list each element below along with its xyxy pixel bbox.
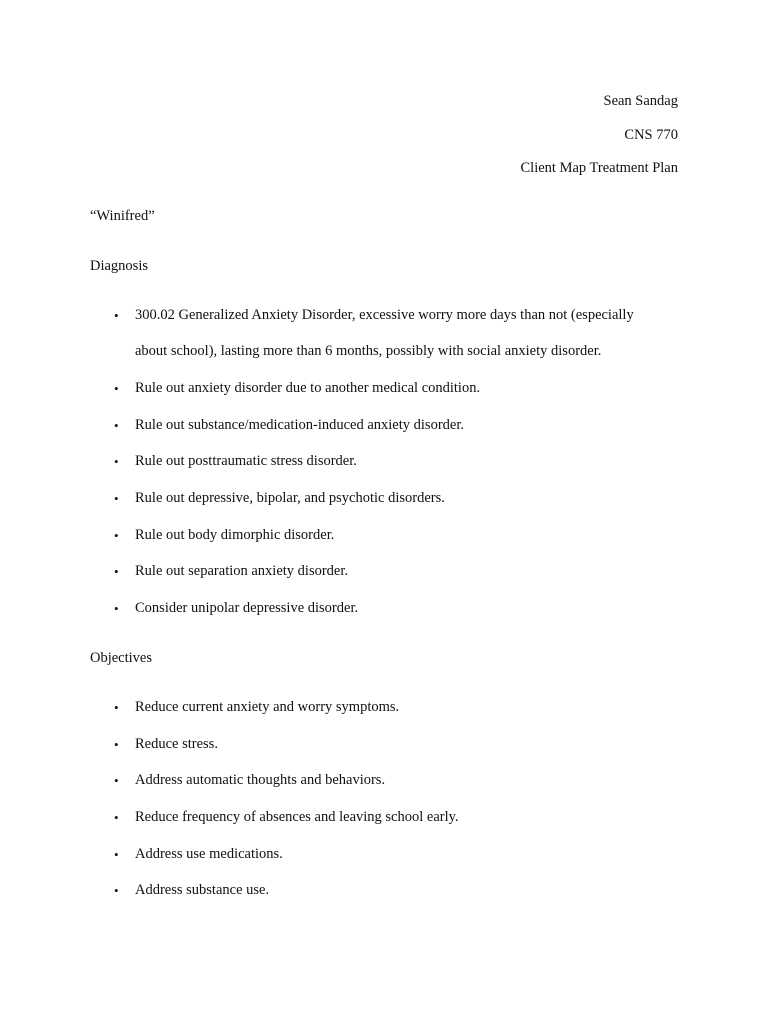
diagnosis-item-text: Rule out substance/medication-induced anxiety disorder. — [135, 417, 464, 433]
objective-item-text: Address use medications. — [135, 846, 283, 862]
bullet-icon: • — [114, 737, 119, 752]
diagnosis-item-text: Rule out depressive, bipolar, and psychotic disorders. — [135, 490, 445, 506]
client-name: “Winifred” — [90, 208, 155, 224]
author-name: Sean Sandag — [603, 93, 678, 109]
bullet-icon: • — [114, 308, 119, 323]
diagnosis-item-text: Rule out posttraumatic stress disorder. — [135, 453, 357, 469]
diagnosis-item-text: Rule out anxiety disorder due to another medical condition. — [135, 380, 481, 396]
bullet-icon: • — [114, 847, 119, 862]
bullet-icon: • — [114, 700, 119, 715]
document-title: Client Map Treatment Plan — [520, 160, 678, 176]
bullet-icon: • — [114, 418, 119, 433]
diagnosis-item-text: Rule out body dimorphic disorder. — [135, 527, 335, 543]
diagnosis-item-text: Consider unipolar depressive disorder. — [135, 600, 359, 616]
objective-item-text: Reduce current anxiety and worry symptoms. — [135, 699, 400, 715]
diagnosis-item-text: 300.02 Generalized Anxiety Disorder, excessive worry more days than not (especially — [135, 307, 634, 323]
course-code: CNS 770 — [624, 127, 678, 143]
objective-item-text: Reduce stress. — [135, 736, 218, 752]
objective-item-text: Address automatic thoughts and behaviors. — [135, 772, 386, 788]
bullet-icon: • — [114, 810, 119, 825]
objective-item-text: Reduce frequency of absences and leaving school early. — [135, 809, 459, 825]
bullet-icon: • — [114, 491, 119, 506]
objective-item-text: Address substance use. — [135, 882, 270, 898]
bullet-icon: • — [114, 564, 119, 579]
diagnosis-item-text-continued: about school), lasting more than 6 months, possibly with social anxiety disorder. — [135, 343, 602, 359]
bullet-icon: • — [114, 454, 119, 469]
bullet-icon: • — [114, 528, 119, 543]
bullet-icon: • — [114, 773, 119, 788]
objectives-heading: Objectives — [90, 650, 153, 666]
bullet-icon: • — [114, 883, 119, 898]
bullet-icon: • — [114, 601, 119, 616]
diagnosis-heading: Diagnosis — [90, 258, 148, 274]
diagnosis-item-text: Rule out separation anxiety disorder. — [135, 563, 349, 579]
bullet-icon: • — [114, 381, 119, 396]
